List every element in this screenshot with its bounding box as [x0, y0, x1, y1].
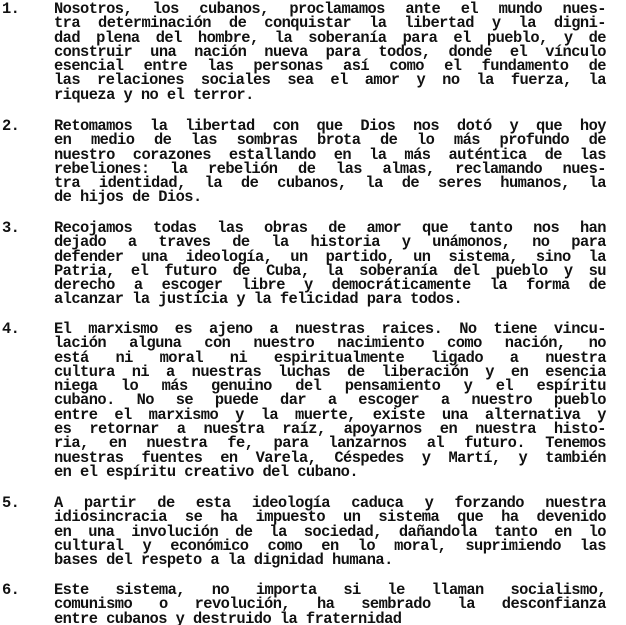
text-line: lación alguna con nuestro nacimiento como nación, no — [54, 334, 606, 353]
text-line: comunismo o revolución, ha sembrado la desconfianza — [54, 595, 606, 614]
text-line: es retornar a nuestra raíz, apoyarnos en nuestra histo- — [54, 420, 606, 439]
text-line: ria, en nuestra fe, para lanzarnos al futuro. Tenemos — [54, 434, 606, 453]
paragraph-text — [54, 119, 606, 205]
text-line: nuestro corazones estallando en la más auténtica de las — [54, 145, 606, 164]
text-line: El marxismo es ajeno a nuestras raices. No tiene vincu- — [54, 320, 606, 338]
text-line: Recojamos todas las obras de amor que tanto nos han — [54, 219, 606, 237]
text-line: en el espíritu creativo del cubano. — [54, 462, 359, 481]
paragraph-number: 3. — [2, 219, 20, 237]
paragraph-text — [54, 322, 606, 479]
text-line: tra determinación de conquistar la libertad y la digni- — [54, 14, 606, 33]
text-line: entre cubanos y destruido la fraternidad — [54, 609, 402, 625]
text-line: esencial entre las personas así como el fundamento de — [54, 57, 606, 76]
text-line: construir una nación nueva para todos, donde el vínculo — [54, 42, 606, 61]
paragraph-number: 6. — [2, 581, 20, 599]
paragraph-text — [54, 494, 606, 570]
paragraph-number: 5. — [2, 494, 20, 512]
text-line: de hijos de Dios. — [54, 188, 202, 207]
text-line: rebeliones: la rebelión de las almas, reclamando nues- — [54, 159, 606, 178]
text-line: las relaciones sociales sea el amor y no la fuerza, la — [54, 71, 606, 90]
paragraph-number: 2. — [2, 117, 20, 135]
text-line: niega lo más genuino del pensamiento y el espíritu — [54, 377, 606, 396]
text-line: en una involución de la sociedad, dañandola tanto en lo — [54, 522, 606, 541]
text-line: defender una ideología, un partido, un sistema, sino la — [54, 247, 606, 266]
paragraph-number: 1. — [2, 0, 20, 18]
text-line: derecho a escoger libre y democráticamente la forma de — [54, 276, 606, 295]
paragraph-text — [54, 221, 606, 307]
text-line: está ni moral ni espiritualmente ligado a nuestra — [54, 348, 606, 367]
text-line: bases del respeto a la dignidad humana. — [54, 551, 393, 570]
text-line: idiosincracia se ha impuesto un sistema que ha devenido — [54, 508, 606, 527]
paragraph-number: 4. — [2, 320, 20, 338]
text-line: Patria, el futuro de Cuba, la soberanía del pueblo y su — [54, 261, 606, 280]
text-line: tra identidad, la de cubanos, la de seres humanos, la — [54, 174, 606, 193]
text-line: cubano. No se puede dar a escoger a nuestro pueblo — [54, 391, 606, 410]
text-line: en medio de las sombras brota de lo más profundo de — [54, 131, 606, 150]
text-line: Nosotros, los cubanos, proclamamos ante el mundo nues- — [54, 0, 606, 18]
text-line: alcanzar la justicia y la felicidad para todos. — [54, 290, 463, 309]
text-line: cultura ni a nuestras luchas de liberación y en esencia — [54, 362, 606, 381]
text-line: A partir de esta ideología caduca y forzando nuestra — [54, 494, 606, 512]
text-line: riqueza y no el terror. — [54, 85, 254, 104]
text-line: Retomamos la libertad con que Dios nos dotó y que hoy — [54, 117, 606, 135]
text-line: nuestras fuentes en Varela, Céspedes y Martí, y también — [54, 448, 606, 467]
paragraph-text — [54, 583, 606, 625]
text-line: dad plena del hombre, la soberanía para el pueblo, y de — [54, 28, 606, 47]
text-line: entre el marxismo y la muerte, existe una alternativa y — [54, 405, 606, 424]
text-line: cultural y económico como en lo moral, suprimiendo las — [54, 536, 606, 555]
text-line: Este sistema, no importa si le llaman socialismo, — [54, 581, 606, 599]
paragraph-text — [54, 2, 606, 102]
text-line: dejado a traves de la historia y unámonos, no para — [54, 233, 606, 252]
